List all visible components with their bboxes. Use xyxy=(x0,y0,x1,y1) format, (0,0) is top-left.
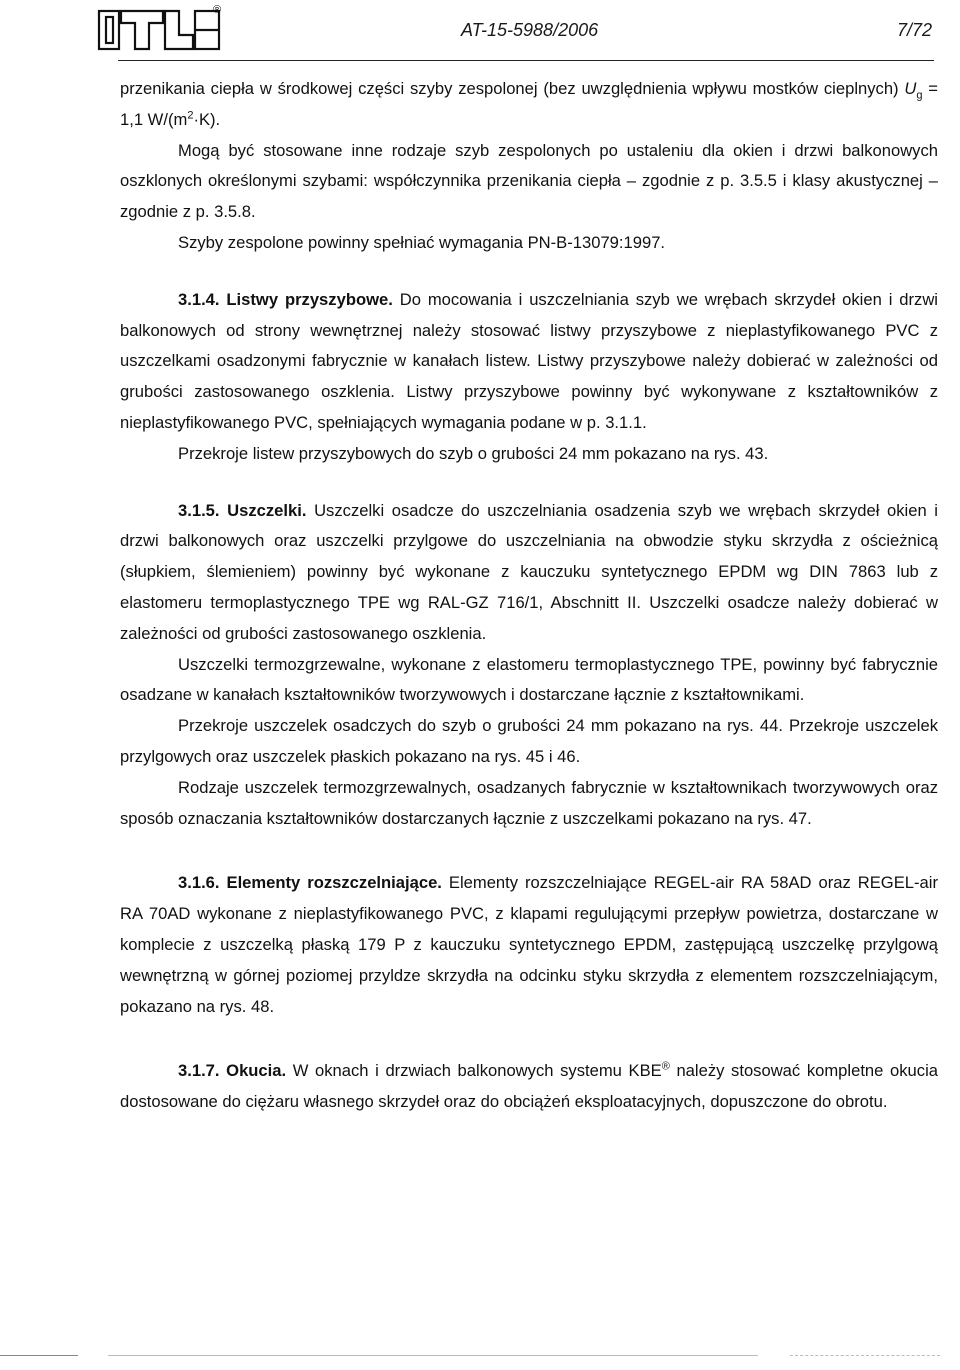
section-3-1-6: 3.1.6. Elementy rozszczelniające. Elementy rozszczelniające REGEL-air RA 58AD oraz REGEL-air RA 70AD wykonane z nieplastyfikowanego PVC, z klapami regulującymi przepływ powietrza, dostarczane w komplecie z uszczelką płaską 179 P z kauczuku syntetycznego EPDM, zastępującą uszczelkę przylgową wewnętrzną w górnej poziomej przyldze skrzydła na odcinku styku skrzydła z elementem rozszczelniającym, pokazano na rys. 48. xyxy=(120,873,938,1016)
section-number: 3.1.4. xyxy=(178,289,220,309)
paragraph-standard: Szyby zespolone powinny spełniać wymagania PN-B-13079:1997. xyxy=(178,232,666,252)
section-3-1-4: 3.1.4. Listwy przyszybowe. Do mocowania i uszczelniania szyb we wrębach skrzydeł okien i drzwi balkonowych od strony wewnętrznej należy stosować listwy przyszybowe z nieplastyfikowanego PVC z uszczelkami osadzonymi fabrycznie w kanałach listew. Listwy przyszybowe należy dobierać w zależności od grubości zastosowanego oszklenia. Listwy przyszybowe powinny być wykonywane z kształtowników z nieplastyfikowanego PVC, spełniających wymagania podane w p. 3.1.1. xyxy=(120,289,938,432)
section-3-1-7: 3.1.7. Okucia. W oknach i drzwiach balkonowych systemu KBE® należy stosować kompletne okucia dostosowane do ciężaru własnego skrzydeł oraz do obciążeń eksploatacyjnych, dopuszczone do obrotu. xyxy=(120,1060,938,1112)
section-number: 3.1.5. xyxy=(178,500,220,520)
document-body xyxy=(120,74,938,1118)
section-3-1-5: 3.1.5. Uszczelki. Uszczelki osadcze do uszczelniania osadzenia szyb we wrębach skrzydeł okien i drzwi balkonowych oraz uszczelki przylgowe do uszczelniania na obwodzie styku skrzydła z ościeżnicą (słupkiem, ślemieniem) powinny być wykonane z kauczuku syntetycznego EPDM wg DIN 7863 lub z elastomeru termoplastycznego TPE wg RAL-GZ 716/1, Abschnitt II. Uszczelki osadcze należy dobierać w zależności od grubości zastosowanego oszklenia. xyxy=(120,500,938,643)
registered-mark: ® xyxy=(661,1060,670,1073)
header-divider xyxy=(118,60,934,61)
section-heading: Uszczelki. xyxy=(227,500,307,520)
registered-mark: ® xyxy=(213,4,222,16)
section-heading: Listwy przyszybowe. xyxy=(226,289,393,309)
footer-divider xyxy=(0,1355,960,1356)
paragraph-glazing-beads-figure: Przekroje listew przyszybowych do szyb o grubości 24 mm pokazano na rys. 43. xyxy=(178,443,769,463)
itb-logo xyxy=(97,3,227,51)
page-number: 7/72 xyxy=(896,20,932,40)
paragraph-seals-figures: Przekroje uszczelek osadczych do szyb o grubości 24 mm pokazano na rys. 44. Przekroje uszczelek przylgowych oraz uszczelek płaskich pokazano na rys. 45 i 46. xyxy=(120,716,938,766)
section-number: 3.1.7. xyxy=(178,1061,220,1081)
section-number: 3.1.6. xyxy=(178,873,220,893)
section-heading: Okucia. xyxy=(226,1061,287,1081)
paragraph-other-glass: Mogą być stosowane inne rodzaje szyb zespolonych po ustaleniu dla okien i drzwi balkonowych oszklonych określonymi szybami: współczynnika przenikania ciepła – zgodnie z p. 3.5.5 i klasy akustycznej – zgodnie z p. 3.5.8. xyxy=(120,140,938,222)
section-heading: Elementy rozszczelniające. xyxy=(226,873,442,893)
paragraph-ug: przenikania ciepła w środkowej części szyby zespolonej (bez uwzględnienia wpływu mostków cieplnych) $U_g = 1,1$ $W/(m^2\cdot K)$. xyxy=(120,79,938,129)
paragraph-seals-tpe: Uszczelki termozgrzewalne, wykonane z elastomeru termoplastycznego TPE, powinny być fabrycznie osadzane w kanałach kształtowników tworzywowych i dostarczane łącznie z kształtownikami. xyxy=(120,654,938,705)
document-id: AT-15-5988/2006 xyxy=(461,20,599,40)
paragraph-seals-types: Rodzaje uszczelek termozgrzewalnych, osadzanych fabrycznie w kształtownikach tworzywowych oraz sposób oznaczania kształtowników dostarczanych łącznie z uszczelkami pokazano na rys. 47. xyxy=(120,777,938,828)
page-header xyxy=(0,0,960,66)
